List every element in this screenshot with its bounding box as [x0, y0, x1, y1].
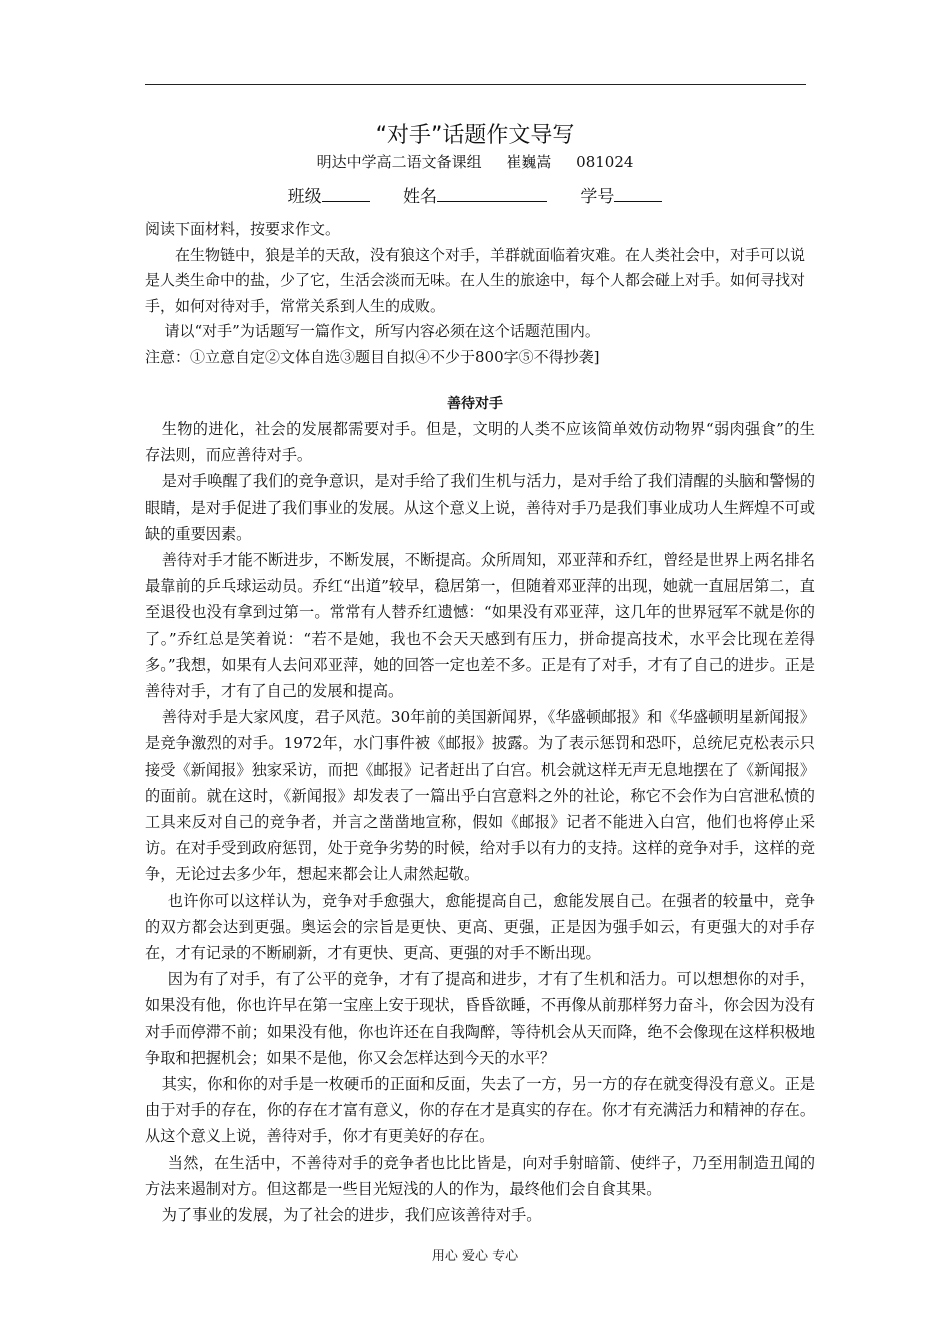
name-field [403, 183, 547, 209]
name-blank[interactable] [437, 183, 547, 202]
essay-paragraph: 为了事业的发展，为了社会的进步，我们应该善待对手。 [161, 1206, 542, 1225]
name-label: 姓名 [403, 187, 437, 207]
id-label: 学号 [580, 187, 615, 207]
class-field [288, 183, 370, 209]
header-rule [145, 84, 806, 85]
school-group: 明达中学高二语文备课组 [316, 153, 482, 171]
essay-paragraph: 其实，你和你的对手是一枚硬币的正面和反面，失去了一方，另一方的存在就变得没有意义。正是由于对手的存在，你的存在才富有意义，你的存在才是真实的存在。你才有充满活力和精神的存在。从这个意义上说，善待对手，你才有更美好的存在。 [145, 1075, 815, 1146]
material-passage: 在生物链中，狼是羊的天敌，没有狼这个对手，羊群就面临着灾难。在人类社会中，对手可以说是人类生命中的盐，少了它，生活会淡而无味。在人生的旅途中，每个人都会碰上对手。如何寻找对手，如何对待对手，常常关系到人生的成败。 [145, 245, 806, 315]
essay-paragraph: 也许你可以这样认为，竞争对手愈强大，愈能提高自己，愈能发展自己。在强者的较量中，竞争的双方都会达到更强。奥运会的宗旨是更快、更高、更强，正是因为强手如云，有更强大的对手存在，才有记录的不断刷新，才有更快、更高、更强的对手不断出现。 [145, 891, 815, 963]
date-code: 081024 [576, 153, 634, 171]
id-blank[interactable] [614, 183, 662, 202]
essay-paragraph: 善待对手是大家风度，君子风范。30年前的美国新闻界，《华盛顿邮报》和《华盛顿明星新闻报》是竞争激烈的对手。1972年，水门事件被《邮报》披露。为了表示惩罚和恐吓，总统尼克松表示只接受《新闻报》独家采访，而把《邮报》记者赶出了白宫。机会就这样无声无息地摆在了《新闻报》的面前。就在这时，《新闻报》却发表了一篇出乎白宫意料之外的社论，称它不会作为白宫泄私愤的工具来反对自己的竞争者，并言之凿凿地宣称，假如《邮报》记者不能进入白宫，他们也将停止采访。在对手受到政府惩罚，处于竞争劣势的时候，给对手以有力的支持。这样的竞争对手，这样的竞争，无论过去多少年，想起来都会让人肃然起敬。 [145, 708, 815, 884]
task-text: 请以“对手”为话题写一篇作文，所写内容必须在这个话题范围内。 [164, 322, 600, 340]
class-label: 班级 [287, 187, 322, 207]
reading-material [145, 217, 810, 370]
essay-paragraph: 是对手唤醒了我们的竞争意识，是对手给了我们生机与活力，是对手给了我们清醒的头脑和警惕的眼睛，是对手促进了我们事业的发展。从这个意义上说，善待对手乃是我们事业成功人生辉煌不可或缺的重要因素。 [145, 472, 815, 543]
essay-paragraph: 因为有了对手，有了公平的竞争，才有了提高和进步，才有了生机和活力。可以想想你的对手，如果没有他，你也许早在第一宝座上安于现状，昏昏欲睡，不再像从前那样努力奋斗，你会因为没有对手而停滞不前；如果没有他，你也许还在自我陶醉，等待机会从天而降，绝不会像现在这样积极地争取和把握机会；如果不是他，你又会怎样达到今天的水平？ [145, 970, 815, 1067]
id-field [580, 183, 662, 209]
essay-paragraph: 生物的进化，社会的发展都需要对手。但是，文明的人类不应该简单效仿动物界“弱肉强食”的生存法则，而应善待对手。 [145, 420, 815, 465]
essay-paragraph: 善待对手才能不断进步，不断发展，不断提高。众所周知，邓亚萍和乔红，曾经是世界上两名排名最靠前的乒乓球运动员。乔红“出道”较早，稳居第一，但随着邓亚萍的出现，她就一直屈居第二，直至退役也没有拿到过第一。常常有人替乔红遗憾：“如果没有邓亚萍，这几年的世界冠军不就是你的了。”乔红总是笑着说：“若不是她，我也不会天天感到有压力，拼命提高技术，水平会比现在差得多。”我想，如果有人去问邓亚萍，她的回答一定也差不多。正是有了对手，才有了自己的进步。正是善待对手，才有了自己的发展和提高。 [145, 551, 815, 701]
author-name: 崔巍嵩 [506, 153, 552, 171]
page-footer: 用心 爱心 专心 [431, 1249, 519, 1264]
essay-title: 善待对手 [447, 396, 503, 412]
byline [0, 152, 950, 172]
class-blank[interactable] [322, 183, 370, 202]
page-title: “对手”话题作文导写 [375, 123, 575, 148]
essay-paragraph: 当然，在生活中，不善待对手的竞争者也比比皆是，向对手射暗箭、使绊子，乃至用制造丑闻的方法来遏制对方。但这都是一些目光短浅的人的作为，最终他们会自食其果。 [145, 1153, 815, 1198]
instruction-text: 阅读下面材料，按要求作文。 [145, 220, 341, 238]
student-fields [0, 183, 950, 209]
notes-text: 注意：①立意自定②文体自选③题目自拟④不少于800字⑤不得抄袭] [145, 347, 600, 366]
essay-body [145, 416, 815, 1228]
